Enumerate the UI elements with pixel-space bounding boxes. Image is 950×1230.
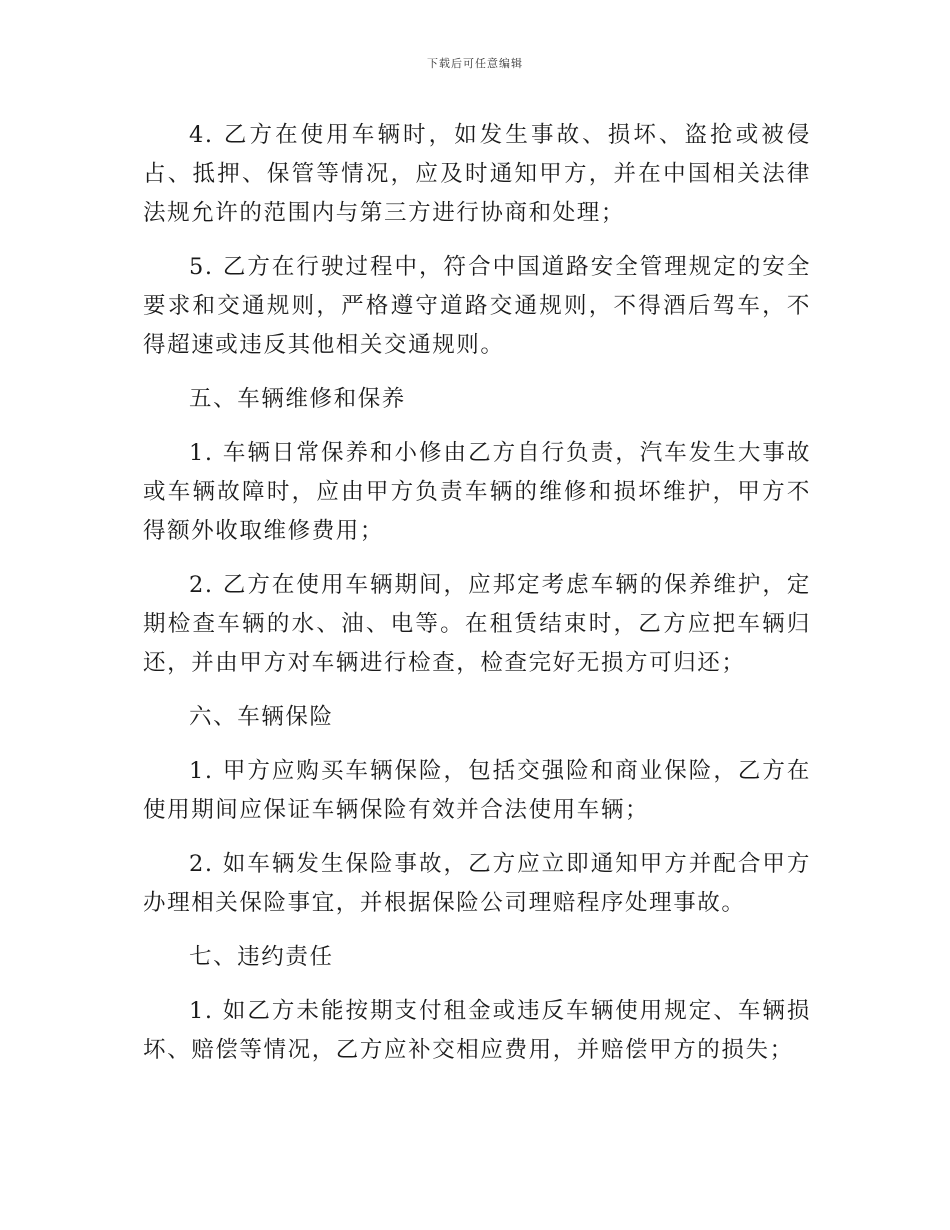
clause-5-2: 2. 乙方在使用车辆期间，应邦定考虑车辆的保养维护，定期检查车辆的水、油、电等。在租赁结束时，乙方应把车辆归还，并由甲方对车辆进行检查，检查完好无损方可归还； [143,572,811,676]
section-heading-7: 七、违约责任 [189,944,334,970]
clause-4-5: 5. 乙方在行驶过程中，符合中国道路安全管理规定的安全要求和交通规则，严格遵守道路交通规则，不得酒后驾车，不得超速或违反其他相关交通规则。 [143,254,811,358]
clause-6-2: 2. 如车辆发生保险事故，乙方应立即通知甲方并配合甲方办理相关保险事宜，并根据保险公司理赔程序处理事故。 [143,851,811,916]
section-heading-6: 六、车辆保险 [189,704,334,730]
section-heading-5: 五、车辆维修和保养 [189,386,406,412]
clause-6-1: 1. 甲方应购买车辆保险，包括交强险和商业保险，乙方在使用期间应保证车辆保险有效并合法使用车辆； [143,758,811,823]
clause-7-1: 1. 如乙方未能按期支付租金或违反车辆使用规定、车辆损坏、赔偿等情况，乙方应补交相应费用，并赔偿甲方的损失； [143,998,811,1063]
clause-5-1: 1. 车辆日常保养和小修由乙方自行负责，汽车发生大事故或车辆故障时，应由甲方负责车辆的维修和损坏维护，甲方不得额外收取维修费用； [143,440,811,544]
clause-4-4: 4. 乙方在使用车辆时，如发生事故、损坏、盗抢或被侵占、抵押、保管等情况，应及时通知甲方，并在中国相关法律法规允许的范围内与第三方进行协商和处理； [143,122,811,226]
document-body [143,116,811,1085]
page-header: 下载后可任意编辑 [427,57,523,70]
